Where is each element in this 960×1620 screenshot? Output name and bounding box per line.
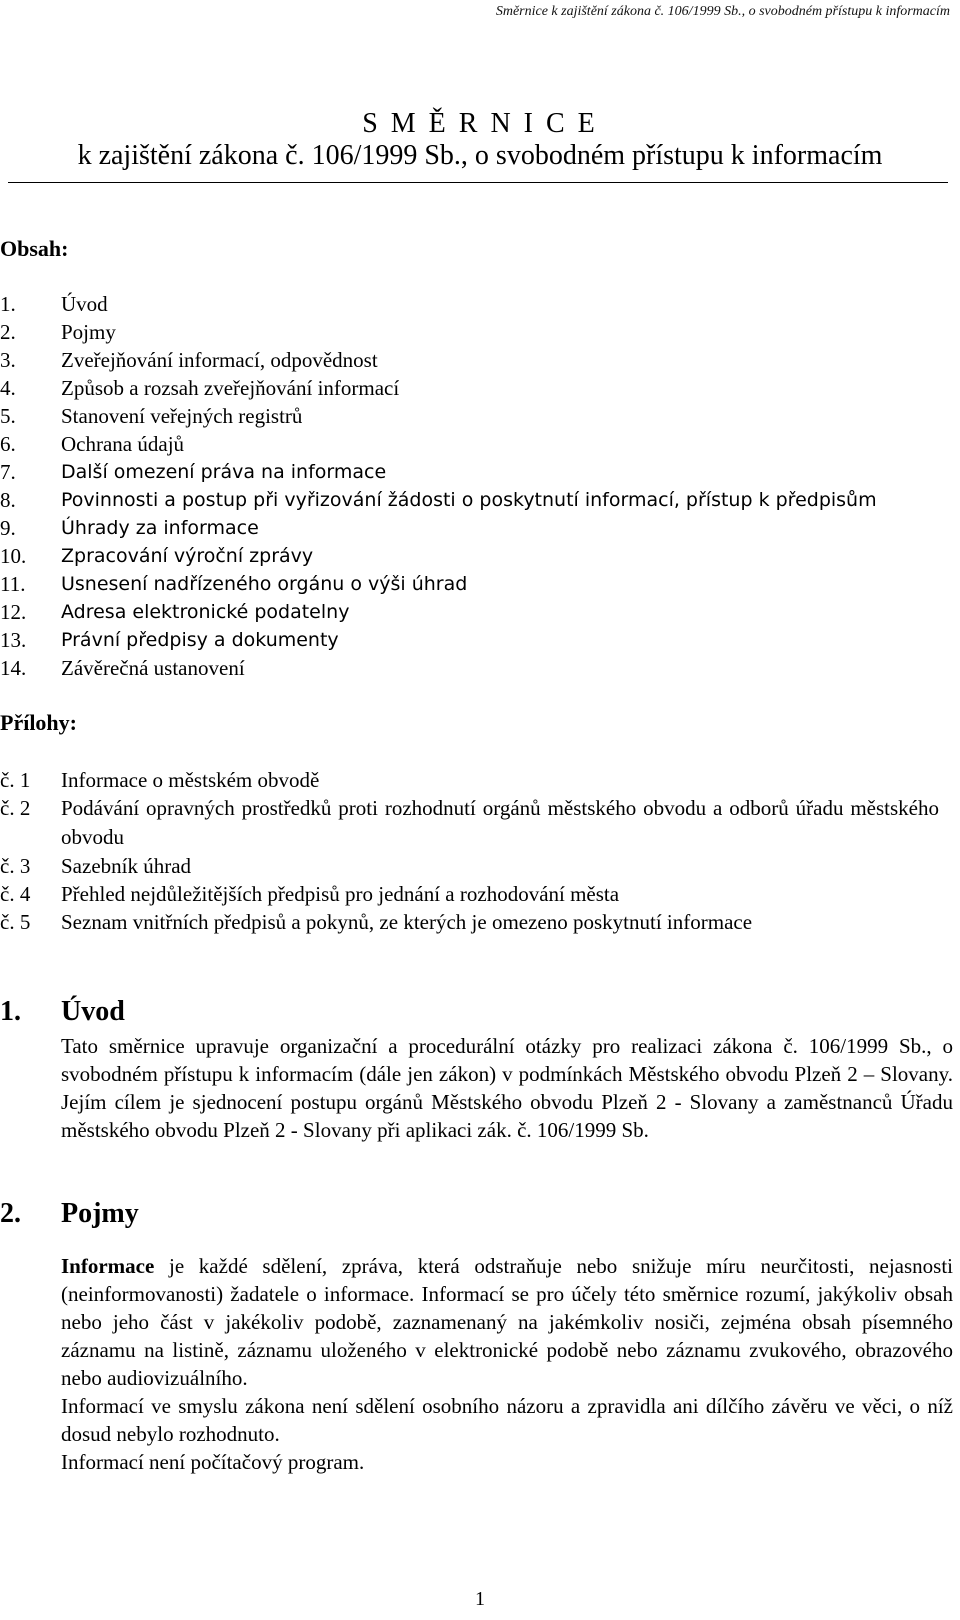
toc-item-number: 6. <box>0 432 16 456</box>
toc-item-text: Zpracování výroční zprávy <box>61 545 314 567</box>
toc-item-text: Pojmy <box>61 320 116 344</box>
running-header: Směrnice k zajištění zákona č. 106/1999 Sb., o svobodném přístupu k informacím <box>495 4 950 19</box>
toc-item-number: 5. <box>0 404 16 428</box>
toc-item-number: 7. <box>0 460 16 484</box>
section-number: 2. <box>0 1198 21 1229</box>
title-rule <box>8 182 948 183</box>
toc-item-number: 10. <box>0 544 27 568</box>
section-2-definition <box>61 1252 953 1392</box>
toc-item-text: Zveřejňování informací, odpovědnost <box>61 348 378 372</box>
attachment-number: č. 3 <box>0 854 31 878</box>
toc-heading: Obsah: <box>0 236 69 261</box>
section-2-paragraph: Informací ve smyslu zákona není sdělení osobního názoru a zpravidla ani dílčího závěru ve věci, o níž dosud nebylo rozhodnuto. <box>61 1394 953 1446</box>
toc-item-number: 3. <box>0 348 16 372</box>
section-number: 1. <box>0 996 21 1027</box>
toc-item-text: Úvod <box>61 292 108 316</box>
toc-item-number: 4. <box>0 376 16 400</box>
definition-text: je každé sdělení, zpráva, která odstraňuje nebo snižuje míru neurčitosti, nejasnosti (neinformovanosti) žadatele o informace. Informací se pro účely této směrnice rozumí, jakýkoliv obsah nebo jeho část v jakékoliv podobě, zaznamenaný na jakémkoliv nosiči, zejména obsah písemného záznamu na listině, záznamu uloženého v elektronické podobě nebo záznamu zvukového, obrazového nebo audiovizuálního. <box>61 1254 953 1390</box>
attachments-heading: Přílohy: <box>0 710 77 735</box>
section-2-paragraph: Informací není počítačový program. <box>61 1450 365 1474</box>
attachment-text: Seznam vnitřních předpisů a pokynů, ze kterých je omezeno poskytnutí informace <box>61 910 753 934</box>
toc-item-text: Povinnosti a postup při vyřizování žádosti o poskytnutí informací, přístup k předpisům <box>61 489 877 511</box>
section-title: Úvod <box>61 996 125 1027</box>
section-1-paragraph: Tato směrnice upravuje organizační a procedurální otázky pro realizaci zákona č. 106/1999 Sb., o svobodném přístupu k informacím (dále jen zákon) v podmínkách Městského obvodu Plzeň 2 – Slovany. Jejím cílem je sjednocení postupu orgánů Městského obvodu Plzeň 2 - Slovany a zaměstnanců Úřadu městského obvodu Plzeň 2 - Slovany při aplikaci zák. č. 106/1999 Sb. <box>61 1034 953 1142</box>
document-title: S M Ě R N I C E <box>362 108 598 139</box>
toc-item-number: 13. <box>0 628 27 652</box>
toc-item-number: 11. <box>0 572 26 596</box>
toc-item-number: 14. <box>0 656 27 680</box>
section-title: Pojmy <box>61 1198 139 1229</box>
attachment-text: Sazebník úhrad <box>61 854 192 878</box>
attachment-text: Přehled nejdůležitějších předpisů pro jednání a rozhodování města <box>61 882 620 906</box>
document-subtitle: k zajištění zákona č. 106/1999 Sb., o svobodném přístupu k informacím <box>77 140 883 171</box>
toc-item-text: Ochrana údajů <box>61 432 185 456</box>
attachment-text: Informace o městském obvodě <box>61 768 320 792</box>
attachment-number: č. 1 <box>0 768 31 792</box>
toc-item-number: 12. <box>0 600 27 624</box>
toc-item-text: Další omezení práva na informace <box>61 461 387 483</box>
attachment-number: č. 5 <box>0 910 31 934</box>
attachment-number: č. 2 <box>0 796 31 820</box>
toc-item-text: Usnesení nadřízeného orgánu o výši úhrad <box>61 573 468 595</box>
toc-item-number: 8. <box>0 488 16 512</box>
toc-item-text: Způsob a rozsah zveřejňování informací <box>61 376 400 400</box>
toc-item-text: Úhrady za informace <box>61 517 259 539</box>
toc-item-text: Závěrečná ustanovení <box>61 656 245 680</box>
toc-item-text: Stanovení veřejných registrů <box>61 404 303 428</box>
toc-item-number: 1. <box>0 292 16 316</box>
attachment-number: č. 4 <box>0 882 31 906</box>
section-1-heading <box>0 996 960 1032</box>
page-number: 1 <box>475 1588 485 1610</box>
section-2-heading <box>0 1198 960 1234</box>
defined-term: Informace <box>61 1254 155 1278</box>
toc-item-text: Adresa elektronické podatelny <box>61 601 350 623</box>
toc-item-text: Právní předpisy a dokumenty <box>61 629 339 651</box>
toc-item-number: 2. <box>0 320 16 344</box>
toc-item-number: 9. <box>0 516 16 540</box>
attachment-text: Podávání opravných prostředků proti rozhodnutí orgánů městského obvodu a odborů úřadu městského obvodu <box>61 796 939 849</box>
